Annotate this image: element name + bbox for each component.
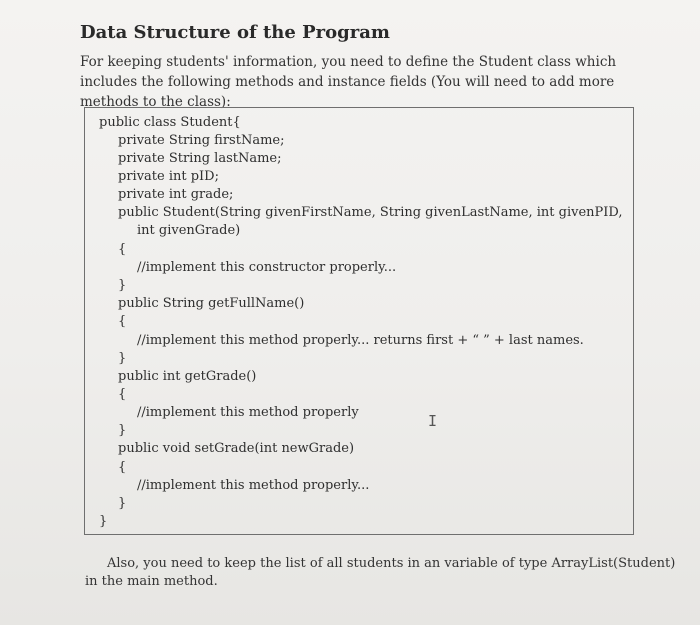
text-cursor-icon: I [428,412,438,430]
code-line-method-sig: public void setGrade(int newGrade) [118,441,355,456]
code-line-brace-open: { [118,242,127,257]
code-line-brace-open: { [118,314,127,329]
code-line-field-pid: private int pID; [118,169,219,184]
code-line-comment: //implement this constructor properly... [137,260,397,275]
code-line-class-decl: public class Student{ [99,115,241,130]
code-line-brace-close: } [118,278,127,293]
intro-paragraph: For keeping students' information, you need to define the Student class which includes the following methods and instance fields (You will need to add more methods to the class): [80,54,617,110]
code-line-comment: //implement this method properly... [137,478,370,493]
code-line-brace-open: { [118,387,127,402]
code-line-field-grade: private int grade; [118,187,234,202]
code-line-class-close: } [99,514,108,529]
code-line-brace-close: } [118,351,127,366]
code-box [84,107,634,535]
code-line-field-last: private String lastName; [118,151,282,166]
code-line-constructor: public Student(String givenFirstName, String givenLastName, int givenPID, [118,205,623,220]
code-line-field-first: private String firstName; [118,133,285,148]
code-line-comment: //implement this method properly... returns first + “ ” + last names. [137,333,584,348]
footer-paragraph: Also, you need to keep the list of all students in an variable of type ArrayList(Student) in the main method. [85,556,676,589]
code-line-method-sig: public String getFullName() [118,296,305,311]
code-line-constructor-cont: int givenGrade) [137,223,241,238]
code-line-method-sig: public int getGrade() [118,369,257,384]
code-line-brace-close: } [118,496,127,511]
page-title: Data Structure of the Program [80,22,390,43]
code-line-brace-close: } [118,423,127,438]
code-line-comment: //implement this method properly [137,405,359,420]
code-line-brace-open: { [118,460,127,475]
